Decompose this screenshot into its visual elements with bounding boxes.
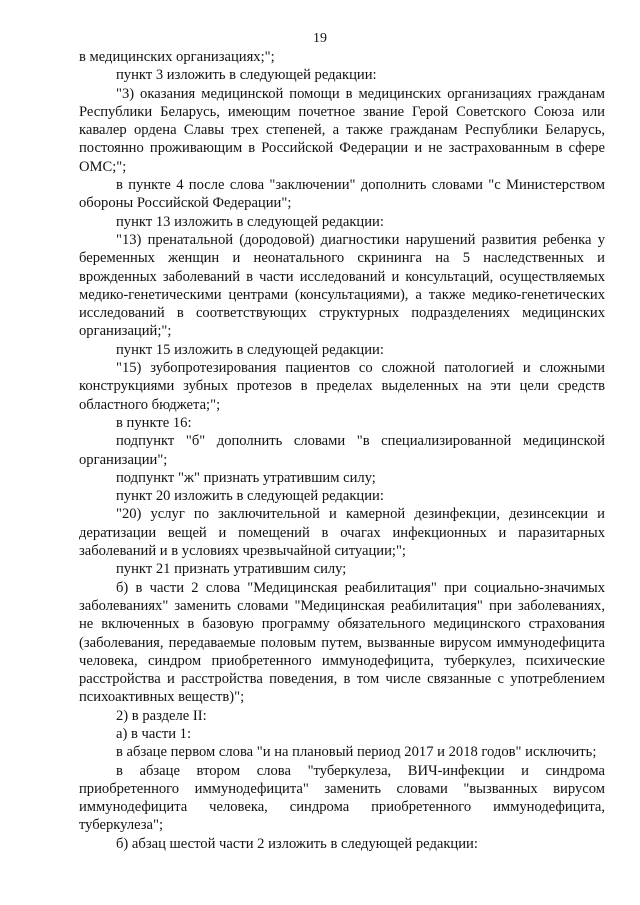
paragraph: в абзаце первом слова "и на плановый период 2017 и 2018 годов" исключить; xyxy=(116,744,597,761)
paragraph: пункт 13 изложить в следующей редакции: xyxy=(116,213,384,230)
paragraph: в пункте 4 после слова "заключении" дополнить словами "с Министерством обороны Российской Федерации"; xyxy=(79,177,605,212)
paragraph: "13) пренатальной (дородовой) диагностики нарушений развития ребенка у беременных женщин и неонатального скрининга на 5 наследственных и врожденных заболеваний в части исследований и консультаций, осуществляемых медико-генетическими центрами (консультациями), а также медико-генетических исследований в соответствующих структурных подразделениях медицинских организаций;"; xyxy=(79,231,605,340)
paragraph: 2) в разделе II: xyxy=(116,707,207,724)
paragraph: пункт 20 изложить в следующей редакции: xyxy=(116,488,384,505)
paragraph: пункт 15 изложить в следующей редакции: xyxy=(116,341,384,358)
page-number: 19 xyxy=(313,31,327,46)
paragraph: подпункт "б" дополнить словами "в специализированной медицинской организации"; xyxy=(79,433,605,468)
paragraph: в пункте 16: xyxy=(116,414,192,431)
paragraph: пункт 3 изложить в следующей редакции: xyxy=(116,67,377,84)
paragraph: подпункт "ж" признать утратившим силу; xyxy=(116,469,376,486)
document-body xyxy=(79,48,605,853)
paragraph: б) абзац шестой части 2 изложить в следующей редакции: xyxy=(116,835,478,852)
paragraph: в медицинских организациях;"; xyxy=(79,49,275,65)
paragraph: в абзаце втором слова "туберкулеза, ВИЧ-инфекции и синдрома приобретенного иммунодефицита" заменить словами "вызванных вирусом иммунодефицита человека, синдрома приобретенного иммунодефицита, туберкулеза"; xyxy=(79,762,605,834)
paragraph: а) в части 1: xyxy=(116,725,192,742)
paragraph: "3) оказания медицинской помощи в медицинских организациях гражданам Республики Беларусь, имеющим почетное звание Герой Советского Союза или кавалер ордена Славы трех степеней, а также гражданам Республики Беларусь, постоянно проживающим в Российской Федерации и не застрахованным в сфере ОМС;"; xyxy=(79,85,605,175)
paragraph: пункт 21 признать утратившим силу; xyxy=(116,561,347,578)
paragraph: б) в части 2 слова "Медицинская реабилитация" при социально-значимых заболеваниях" заменить словами "Медицинская реабилитация" при заболеваниях, не включенных в базовую программу обязательного медицинского страхования (заболевания, передаваемые половым путем, вызванные вирусом иммунодефицита человека, синдром приобретенного иммунодефицита, туберкулез, психические расстройства и расстройства поведения, в том числе связанные с употреблением психоактивных веществ)"; xyxy=(79,579,605,706)
paragraph: "20) услуг по заключительной и камерной дезинфекции, дезинсекции и дератизации вещей и помещений в очагах инфекционных и паразитарных заболеваний и в условиях чрезвычайной ситуации;"; xyxy=(79,506,605,560)
paragraph: "15) зубопротезирования пациентов со сложной патологией и сложными конструкциями зубных протезов в пределах выделенных на эти цели средств областного бюджета;"; xyxy=(79,360,605,413)
